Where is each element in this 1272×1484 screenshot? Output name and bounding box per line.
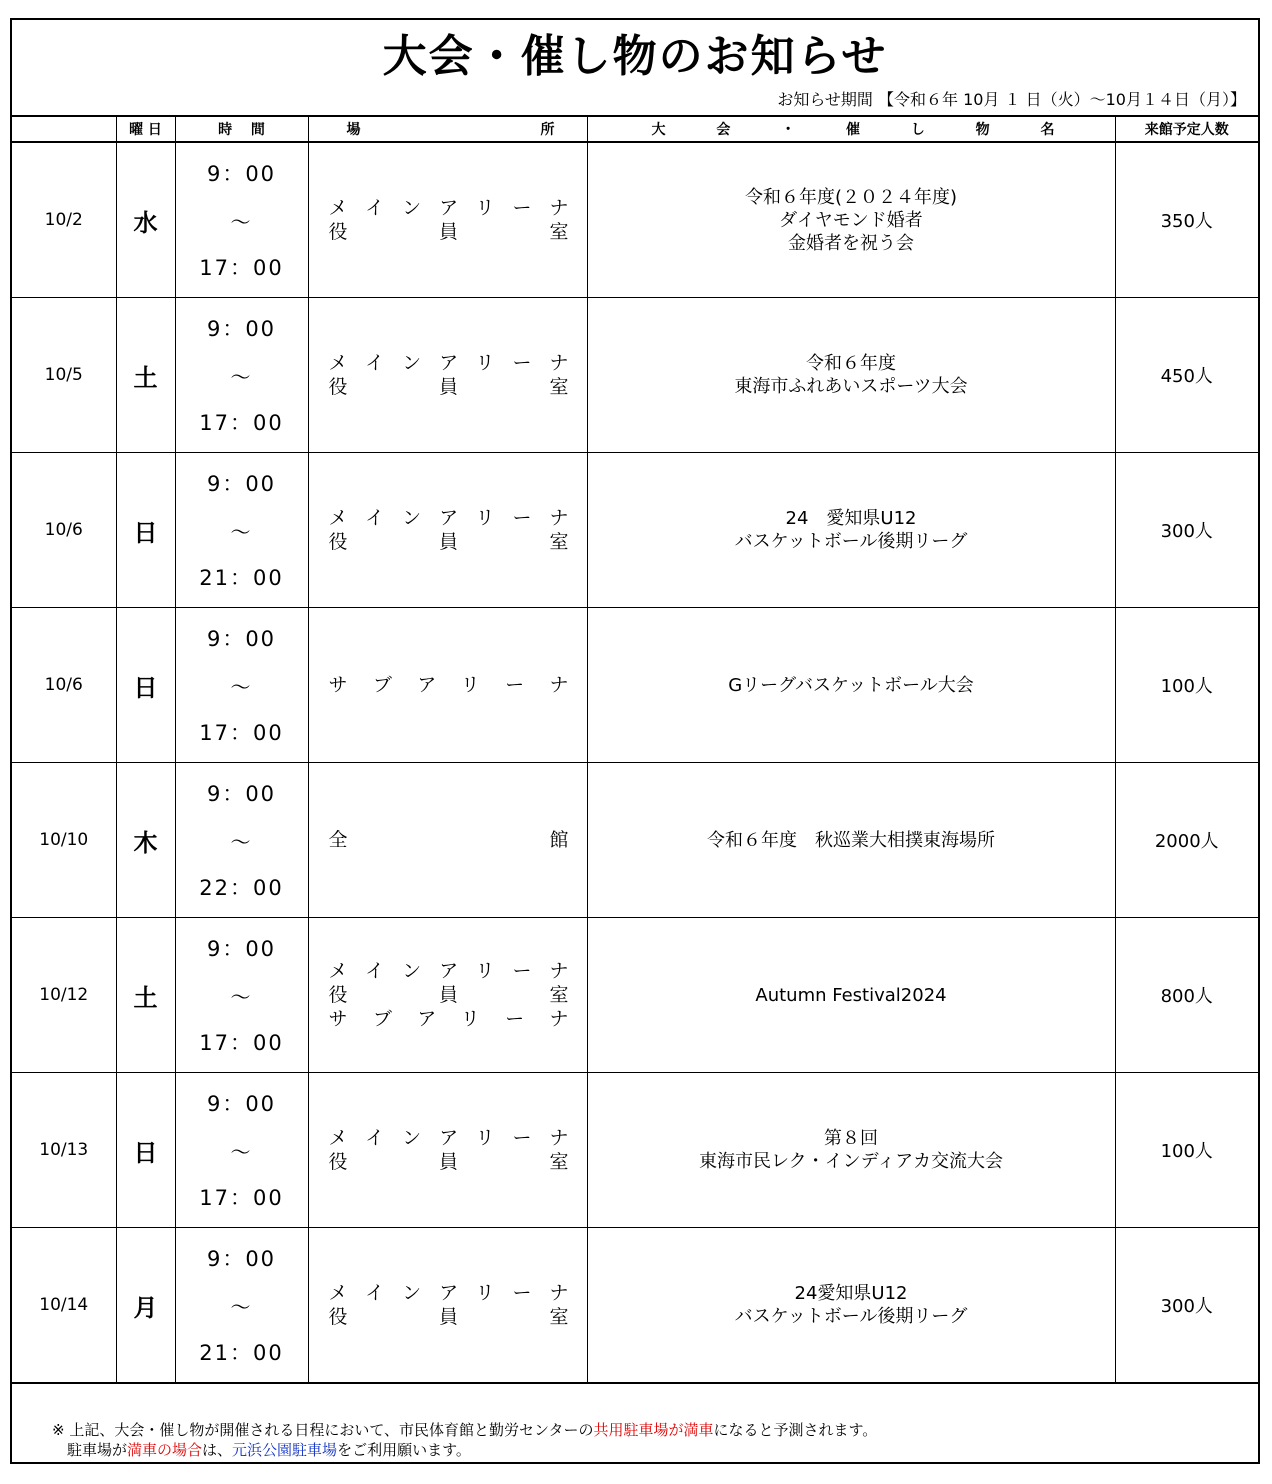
note-segment: になると予測されます。 [713, 1421, 878, 1439]
cell-time [175, 1073, 308, 1228]
cell-count: 100人 [1115, 1073, 1258, 1228]
cell-day: 土 [116, 298, 175, 453]
cell-event [587, 1228, 1115, 1384]
cell-day: 月 [116, 1228, 175, 1384]
time-start: 9：00 [206, 162, 277, 186]
note-line-2 [52, 1440, 877, 1460]
header-event-char: ・ [781, 122, 796, 138]
cell-time [175, 142, 308, 298]
place-name: 役員室 [328, 1306, 569, 1328]
cell-count: 350人 [1115, 142, 1258, 298]
place-name: メインアリーナ [328, 197, 569, 219]
time-start: 9：00 [206, 1247, 277, 1271]
time-start: 9：00 [206, 472, 277, 496]
header-event [587, 116, 1115, 142]
cell-event [587, 453, 1115, 608]
time-end: 17：00 [199, 721, 284, 745]
cell-day: 日 [116, 453, 175, 608]
table-row [12, 918, 1258, 1073]
header-day: 曜 日 [116, 116, 175, 142]
event-line: 東海市民レク・インディアカ交流大会 [698, 1151, 1004, 1172]
table-row [12, 763, 1258, 918]
cell-time [175, 1228, 308, 1384]
cell-count: 100人 [1115, 608, 1258, 763]
time-end: 17：00 [199, 256, 284, 280]
cell-place [308, 453, 587, 608]
place-name: 役員室 [328, 376, 569, 398]
place-name: メインアリーナ [328, 352, 569, 374]
cell-time [175, 453, 308, 608]
header-event-char: 催 [845, 122, 860, 138]
time-start: 9：00 [206, 937, 277, 961]
event-line: 第８回 [824, 1128, 878, 1149]
cell-event [587, 298, 1115, 453]
cell-count: 450人 [1115, 298, 1258, 453]
cell-time [175, 298, 308, 453]
place-name: サブアリーナ [328, 1008, 569, 1030]
cell-event [587, 142, 1115, 298]
time-end: 17：00 [199, 1031, 284, 1055]
cell-date: 10/14 [12, 1228, 116, 1384]
header-event-char: 会 [716, 122, 731, 138]
page-title: 大会・催し物のお知らせ [382, 31, 888, 82]
notice-frame [10, 18, 1260, 1464]
schedule-table [12, 115, 1258, 1384]
event-line: 令和６年度(２０２４年度) [744, 186, 958, 208]
event-line: バスケットボール後期リーグ [734, 531, 968, 552]
cell-date: 10/2 [12, 142, 116, 298]
header-event-char: 物 [975, 122, 990, 138]
cell-day: 木 [116, 763, 175, 918]
cell-place [308, 918, 587, 1073]
place-name: メインアリーナ [328, 1282, 569, 1304]
note-segment: 駐車場が [52, 1441, 128, 1459]
cell-day: 日 [116, 1073, 175, 1228]
event-line: ダイヤモンド婚者 [779, 209, 923, 231]
cell-date: 10/6 [12, 453, 116, 608]
note-line-1 [52, 1420, 877, 1440]
table-row [12, 453, 1258, 608]
place-name: 役員室 [328, 984, 569, 1006]
time-separator: ～ [230, 984, 253, 1009]
event-line: バスケットボール後期リーグ [734, 1306, 968, 1327]
table-row [12, 142, 1258, 298]
time-start: 9：00 [206, 317, 277, 341]
table-row [12, 1228, 1258, 1384]
cell-date: 10/10 [12, 763, 116, 918]
time-separator: ～ [230, 209, 253, 234]
header-place-right: 所 [540, 122, 555, 138]
cell-count: 300人 [1115, 453, 1258, 608]
event-line: 令和６年度 [806, 353, 896, 374]
cell-place [308, 608, 587, 763]
table-row [12, 298, 1258, 453]
event-line: Autumn Festival2024 [755, 984, 947, 1006]
header-row [12, 116, 1258, 142]
time-end: 21：00 [199, 1341, 284, 1365]
cell-day: 水 [116, 142, 175, 298]
event-line: 令和６年度 秋巡業大相撲東海場所 [707, 829, 995, 851]
time-separator: ～ [230, 1139, 253, 1164]
cell-place [308, 298, 587, 453]
cell-event [587, 918, 1115, 1073]
header-time: 時 間 [175, 116, 308, 142]
time-start: 9：00 [206, 782, 277, 806]
time-end: 22：00 [199, 876, 284, 900]
cell-count: 2000人 [1115, 763, 1258, 918]
header-event-char: 名 [1040, 122, 1055, 138]
table-row [12, 608, 1258, 763]
time-separator: ～ [230, 364, 253, 389]
place-name: 役員室 [328, 531, 569, 553]
time-end: 17：00 [199, 411, 284, 435]
time-separator: ～ [230, 1294, 253, 1319]
time-start: 9：00 [206, 627, 277, 651]
cell-event [587, 763, 1115, 918]
time-end: 21：00 [199, 566, 284, 590]
cell-event [587, 1073, 1115, 1228]
place-name: サブアリーナ [328, 674, 569, 696]
time-separator: ～ [230, 519, 253, 544]
place-name: メインアリーナ [328, 960, 569, 982]
time-separator: ～ [230, 829, 253, 854]
cell-place [308, 1228, 587, 1384]
cell-date: 10/13 [12, 1073, 116, 1228]
time-start: 9：00 [206, 1092, 277, 1116]
place-name: メインアリーナ [328, 1127, 569, 1149]
cell-event [587, 608, 1115, 763]
cell-time [175, 763, 308, 918]
place-name: メインアリーナ [328, 507, 569, 529]
event-line: Gリーグバスケットボール大会 [728, 674, 974, 696]
note-segment: をご利用願います。 [337, 1441, 471, 1459]
header-event-char: し [910, 122, 925, 138]
header-date [12, 116, 116, 142]
cell-day: 日 [116, 608, 175, 763]
place-name: 役員室 [328, 221, 569, 243]
time-separator: ～ [230, 674, 253, 699]
time-end: 17：00 [199, 1186, 284, 1210]
cell-date: 10/12 [12, 918, 116, 1073]
note-segment: 元浜公園駐車場 [232, 1441, 338, 1459]
cell-date: 10/6 [12, 608, 116, 763]
place-name: 全館 [328, 829, 569, 851]
event-line: 24愛知県U12 [794, 1283, 908, 1304]
cell-date: 10/5 [12, 298, 116, 453]
header-place-left: 場 [346, 122, 361, 138]
event-line: 24 愛知県U12 [785, 508, 917, 529]
cell-count: 300人 [1115, 1228, 1258, 1384]
cell-place [308, 142, 587, 298]
table-row [12, 1073, 1258, 1228]
note-segment: 共用駐車場が満車 [593, 1421, 714, 1439]
event-line: 東海市ふれあいスポーツ大会 [734, 376, 968, 397]
note-segment: は、 [202, 1441, 233, 1459]
place-name: 役員室 [328, 1151, 569, 1173]
cell-time [175, 918, 308, 1073]
parking-notes [52, 1420, 877, 1460]
cell-place [308, 763, 587, 918]
note-segment: 満車の場合 [127, 1441, 203, 1459]
header-event-char: 大 [651, 122, 666, 138]
cell-place [308, 1073, 587, 1228]
cell-count: 800人 [1115, 918, 1258, 1073]
notice-period: お知らせ期間 【令和６年 10月 １ 日（火）～10月１４日（月）】 [777, 90, 1246, 109]
header-place [308, 116, 587, 142]
cell-day: 土 [116, 918, 175, 1073]
event-line: 金婚者を祝う会 [788, 232, 914, 254]
header-count: 来館予定人数 [1115, 116, 1258, 142]
note-segment: ※ 上記、大会・催し物が開催される日程において、市民体育館と勤労センターの [52, 1421, 594, 1439]
cell-time [175, 608, 308, 763]
